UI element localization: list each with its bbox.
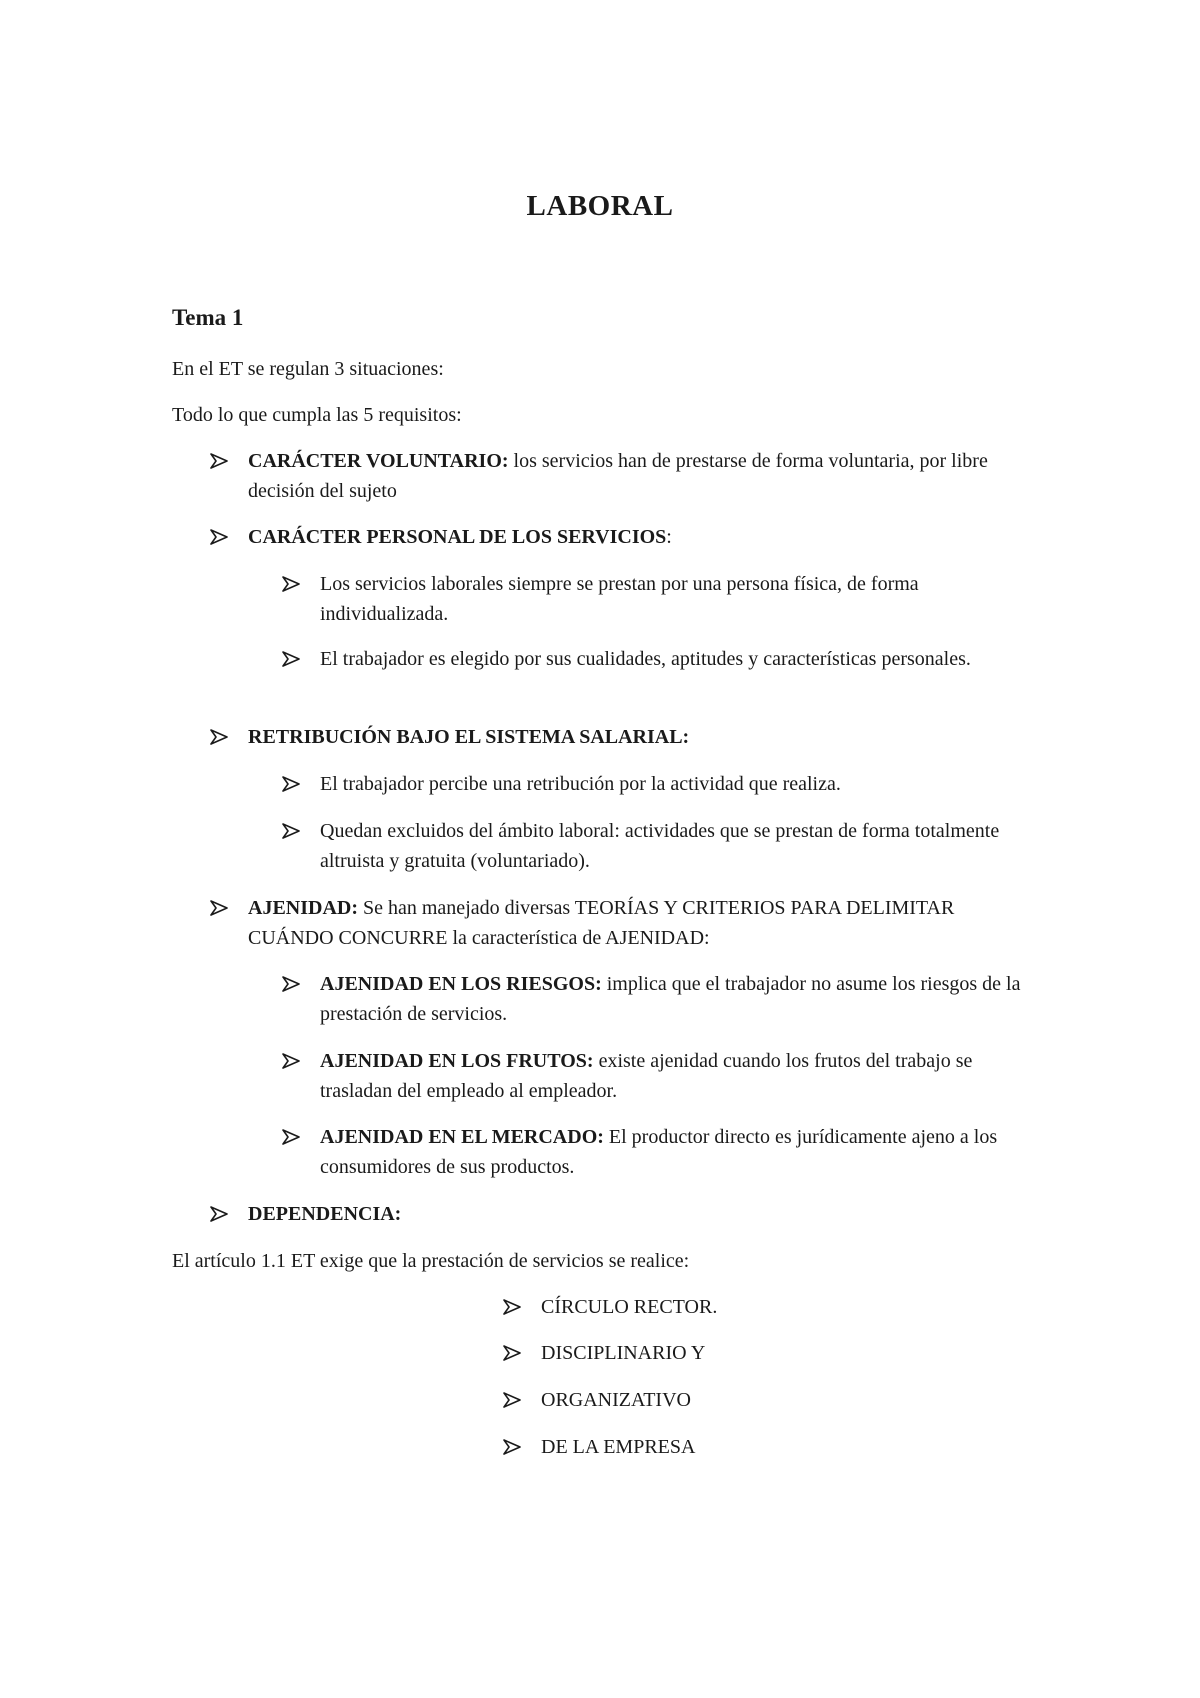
requisites-intro: Todo lo que cumpla las 5 requisitos: bbox=[172, 404, 462, 426]
arrowhead-bullet-icon bbox=[210, 1199, 232, 1229]
list-item-ajenidad-riesgos bbox=[282, 969, 1042, 1029]
voluntario-text: los servicios han de prestarse de forma voluntaria, por libre decisión del sujeto bbox=[248, 450, 988, 502]
ajenidad-label: AJENIDAD: bbox=[248, 897, 358, 919]
list-item-ajenidad-mercado bbox=[282, 1122, 1042, 1182]
arrowhead-bullet-icon bbox=[282, 569, 304, 599]
ajenidad-riesgos-text: implica que el trabajador no asume los riesgos de la prestación de servicios. bbox=[320, 973, 1021, 1025]
retribucion-sub-2-text: Quedan excluidos del ámbito laboral: actividades que se prestan de forma totalmente altruista y gratuita (voluntariado). bbox=[320, 820, 1000, 872]
ajenidad-mercado-label: AJENIDAD EN EL MERCADO: bbox=[320, 1126, 604, 1148]
list-item-retribucion bbox=[210, 722, 990, 752]
circulo-1-text: CÍRCULO RECTOR. bbox=[541, 1296, 718, 1318]
list-item-retribucion-sub-1 bbox=[282, 769, 1042, 799]
personal-sub-2-text: El trabajador es elegido por sus cualidades, aptitudes y características personales. bbox=[320, 648, 971, 670]
arrowhead-bullet-icon bbox=[282, 644, 304, 674]
list-item-voluntario bbox=[210, 446, 990, 506]
list-item-circulo-4 bbox=[503, 1432, 1003, 1462]
arrowhead-bullet-icon bbox=[282, 816, 304, 846]
voluntario-label: CARÁCTER VOLUNTARIO: bbox=[248, 450, 509, 472]
arrowhead-bullet-icon bbox=[282, 769, 304, 799]
personal-sub-1-text: Los servicios laborales siempre se prestan por una persona física, de forma individualizada. bbox=[320, 573, 919, 625]
list-item-circulo-1 bbox=[503, 1292, 1003, 1322]
arrowhead-bullet-icon bbox=[503, 1432, 525, 1462]
arrowhead-bullet-icon bbox=[210, 446, 232, 476]
ajenidad-frutos-label: AJENIDAD EN LOS FRUTOS: bbox=[320, 1050, 594, 1072]
ajenidad-frutos-text: existe ajenidad cuando los frutos del trabajo se trasladan del empleado al empleador. bbox=[320, 1050, 973, 1102]
arrowhead-bullet-icon bbox=[503, 1385, 525, 1415]
articulo-paragraph: El artículo 1.1 ET exige que la prestación de servicios se realice: bbox=[172, 1250, 690, 1272]
circulo-2-text: DISCIPLINARIO Y bbox=[541, 1342, 706, 1364]
section-heading: Tema 1 bbox=[172, 305, 244, 330]
ajenidad-text: Se han manejado diversas TEORÍAS Y CRITERIOS PARA DELIMITAR CUÁNDO CONCURRE la característica de AJENIDAD: bbox=[248, 897, 955, 949]
circulo-3-text: ORGANIZATIVO bbox=[541, 1389, 691, 1411]
arrowhead-bullet-icon bbox=[210, 522, 232, 552]
arrowhead-bullet-icon bbox=[503, 1292, 525, 1322]
arrowhead-bullet-icon bbox=[282, 969, 304, 999]
retribucion-sub-1-text: El trabajador percibe una retribución por la actividad que realiza. bbox=[320, 773, 841, 795]
personal-text: : bbox=[666, 526, 672, 548]
list-item-retribucion-sub-2 bbox=[282, 816, 1042, 876]
circulo-4-text: DE LA EMPRESA bbox=[541, 1436, 696, 1458]
ajenidad-mercado-text: El productor directo es jurídicamente ajeno a los consumidores de sus productos. bbox=[320, 1126, 998, 1178]
dependencia-label: DEPENDENCIA: bbox=[248, 1203, 402, 1225]
list-item-dependencia bbox=[210, 1199, 990, 1229]
arrowhead-bullet-icon bbox=[282, 1046, 304, 1076]
list-item-circulo-2 bbox=[503, 1338, 1003, 1368]
retribucion-label: RETRIBUCIÓN BAJO EL SISTEMA SALARIAL: bbox=[248, 726, 690, 748]
list-item-ajenidad-frutos bbox=[282, 1046, 1042, 1106]
list-item-ajenidad bbox=[210, 893, 990, 953]
list-item-personal bbox=[210, 522, 990, 552]
document-title: LABORAL bbox=[526, 190, 674, 222]
list-item-personal-sub-1 bbox=[282, 569, 1042, 629]
arrowhead-bullet-icon bbox=[282, 1122, 304, 1152]
list-item-circulo-3 bbox=[503, 1385, 1003, 1415]
arrowhead-bullet-icon bbox=[210, 893, 232, 923]
arrowhead-bullet-icon bbox=[503, 1338, 525, 1368]
list-item-personal-sub-2 bbox=[282, 644, 1042, 674]
intro-paragraph: En el ET se regulan 3 situaciones: bbox=[172, 358, 444, 380]
arrowhead-bullet-icon bbox=[210, 722, 232, 752]
ajenidad-riesgos-label: AJENIDAD EN LOS RIESGOS: bbox=[320, 973, 602, 995]
personal-label: CARÁCTER PERSONAL DE LOS SERVICIOS bbox=[248, 526, 667, 548]
